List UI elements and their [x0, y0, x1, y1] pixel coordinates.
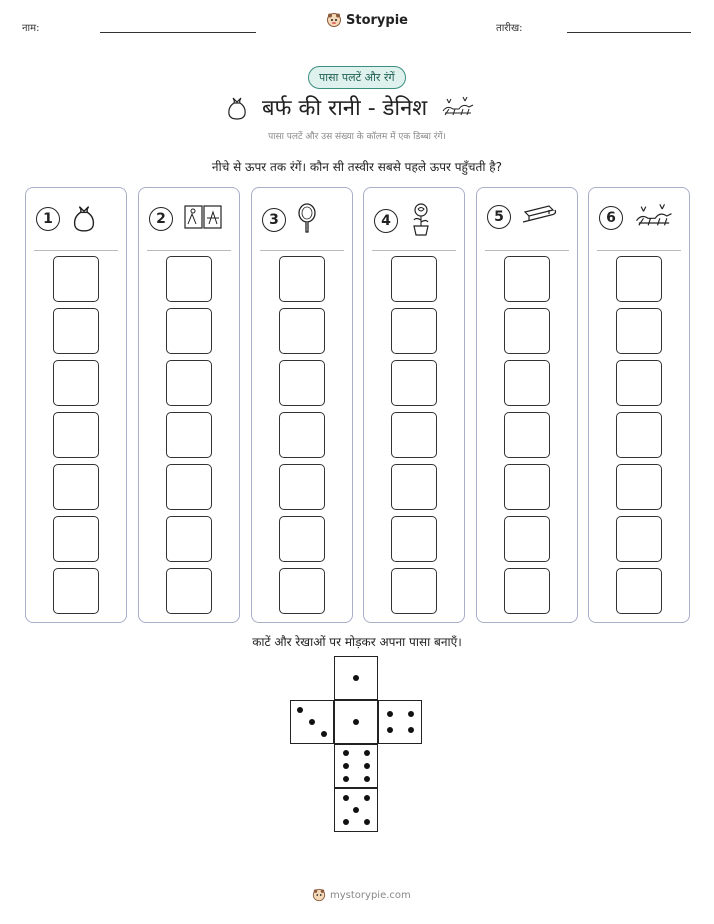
color-box[interactable] — [504, 568, 550, 614]
column-number: 5 — [487, 205, 511, 229]
color-box[interactable] — [391, 568, 437, 614]
color-box[interactable] — [616, 412, 662, 458]
reindeer-sleigh-icon — [633, 202, 675, 234]
die-pip — [343, 776, 349, 782]
column-divider — [260, 250, 344, 251]
color-box[interactable] — [279, 412, 325, 458]
column-number: 6 — [599, 206, 623, 230]
die-pip — [343, 763, 349, 769]
subtitle: पासा पलटें और उस संख्या के कॉलम में एक डिब्बा रंगें। — [268, 132, 446, 142]
brand-name: Storypie — [346, 12, 408, 28]
date-label: तारीख: — [496, 23, 523, 34]
die-pip — [408, 727, 414, 733]
column-header — [149, 202, 223, 236]
color-box[interactable] — [391, 308, 437, 354]
color-box[interactable] — [279, 516, 325, 562]
die-pip — [387, 727, 393, 733]
footer — [312, 888, 411, 902]
column-header — [374, 202, 434, 240]
die-face-6 — [334, 744, 378, 788]
color-box[interactable] — [166, 464, 212, 510]
color-box[interactable] — [166, 568, 212, 614]
die-pip — [353, 719, 359, 725]
color-box[interactable] — [504, 256, 550, 302]
color-box[interactable] — [279, 308, 325, 354]
color-box[interactable] — [53, 516, 99, 562]
color-box[interactable] — [166, 412, 212, 458]
cut-instruction: काटें और रेखाओं पर मोड़कर अपना पासा बनाएँ। — [252, 635, 462, 649]
activity-badge: पासा पलटें और रंगें — [308, 66, 406, 89]
color-box[interactable] — [166, 308, 212, 354]
die-pip — [353, 807, 359, 813]
hand-mirror-icon — [296, 202, 318, 238]
sack-icon — [70, 202, 98, 236]
color-box[interactable] — [616, 568, 662, 614]
color-box[interactable] — [391, 412, 437, 458]
die-pip — [364, 763, 370, 769]
column-1 — [25, 187, 127, 623]
column-divider — [372, 250, 456, 251]
page-title-row — [226, 92, 475, 122]
color-box[interactable] — [53, 360, 99, 406]
column-number: 4 — [374, 209, 398, 233]
color-box[interactable] — [616, 256, 662, 302]
die-pip — [364, 819, 370, 825]
column-divider — [485, 250, 569, 251]
name-label: नाम: — [22, 23, 40, 34]
color-box[interactable] — [504, 360, 550, 406]
color-box[interactable] — [391, 516, 437, 562]
column-number: 2 — [149, 207, 173, 231]
column-5 — [476, 187, 578, 623]
column-2 — [138, 187, 240, 623]
color-box[interactable] — [504, 308, 550, 354]
die-pip — [343, 750, 349, 756]
column-divider — [34, 250, 118, 251]
die-face-1 — [334, 656, 378, 700]
storybook-icon — [183, 202, 223, 236]
column-6 — [588, 187, 690, 623]
die-pip — [364, 776, 370, 782]
name-line[interactable] — [100, 32, 256, 33]
color-box[interactable] — [53, 256, 99, 302]
die-pip — [343, 819, 349, 825]
die-pip — [297, 707, 303, 713]
column-header — [262, 202, 318, 238]
reindeer-sleigh-icon — [441, 95, 475, 119]
storypie-mascot-icon — [326, 12, 342, 28]
die-pip — [364, 750, 370, 756]
color-box[interactable] — [166, 360, 212, 406]
column-number: 1 — [36, 207, 60, 231]
die-pip — [408, 711, 414, 717]
color-box[interactable] — [279, 360, 325, 406]
die-pip — [343, 795, 349, 801]
die-face-3 — [290, 700, 334, 744]
color-box[interactable] — [616, 360, 662, 406]
brand-logo — [326, 12, 408, 28]
color-box[interactable] — [53, 412, 99, 458]
color-box[interactable] — [616, 308, 662, 354]
color-box[interactable] — [166, 256, 212, 302]
die-face-4 — [378, 700, 422, 744]
column-header — [36, 202, 98, 236]
die-pip — [353, 675, 359, 681]
die-face-1 — [334, 700, 378, 744]
color-box[interactable] — [53, 464, 99, 510]
color-box[interactable] — [53, 308, 99, 354]
color-box[interactable] — [279, 464, 325, 510]
rose-pot-icon — [408, 202, 434, 240]
date-line[interactable] — [567, 32, 691, 33]
color-box[interactable] — [504, 516, 550, 562]
color-box[interactable] — [391, 256, 437, 302]
column-3 — [251, 187, 353, 623]
color-box[interactable] — [166, 516, 212, 562]
column-4 — [363, 187, 465, 623]
color-box[interactable] — [391, 360, 437, 406]
die-pip — [364, 795, 370, 801]
column-number: 3 — [262, 208, 286, 232]
page-title: बर्फ की रानी - डेनिश — [262, 96, 428, 121]
die-face-5 — [334, 788, 378, 832]
color-box[interactable] — [279, 568, 325, 614]
color-box[interactable] — [279, 256, 325, 302]
color-box[interactable] — [616, 464, 662, 510]
die-pip — [321, 731, 327, 737]
column-divider — [597, 250, 681, 251]
sled-icon — [521, 202, 559, 232]
color-box[interactable] — [504, 412, 550, 458]
column-header — [599, 202, 675, 234]
instruction: नीचे से ऊपर तक रंगें। कौन सी तस्वीर सबसे पहले ऊपर पहुँचती है? — [211, 160, 503, 174]
color-box[interactable] — [504, 464, 550, 510]
die-pip — [387, 711, 393, 717]
column-header — [487, 202, 559, 232]
sack-icon — [226, 94, 248, 120]
die-pip — [309, 719, 315, 725]
color-box[interactable] — [616, 516, 662, 562]
storypie-mascot-icon — [312, 888, 326, 902]
footer-url[interactable]: mystorypie.com — [330, 889, 411, 901]
column-divider — [147, 250, 231, 251]
color-box[interactable] — [391, 464, 437, 510]
color-box[interactable] — [53, 568, 99, 614]
